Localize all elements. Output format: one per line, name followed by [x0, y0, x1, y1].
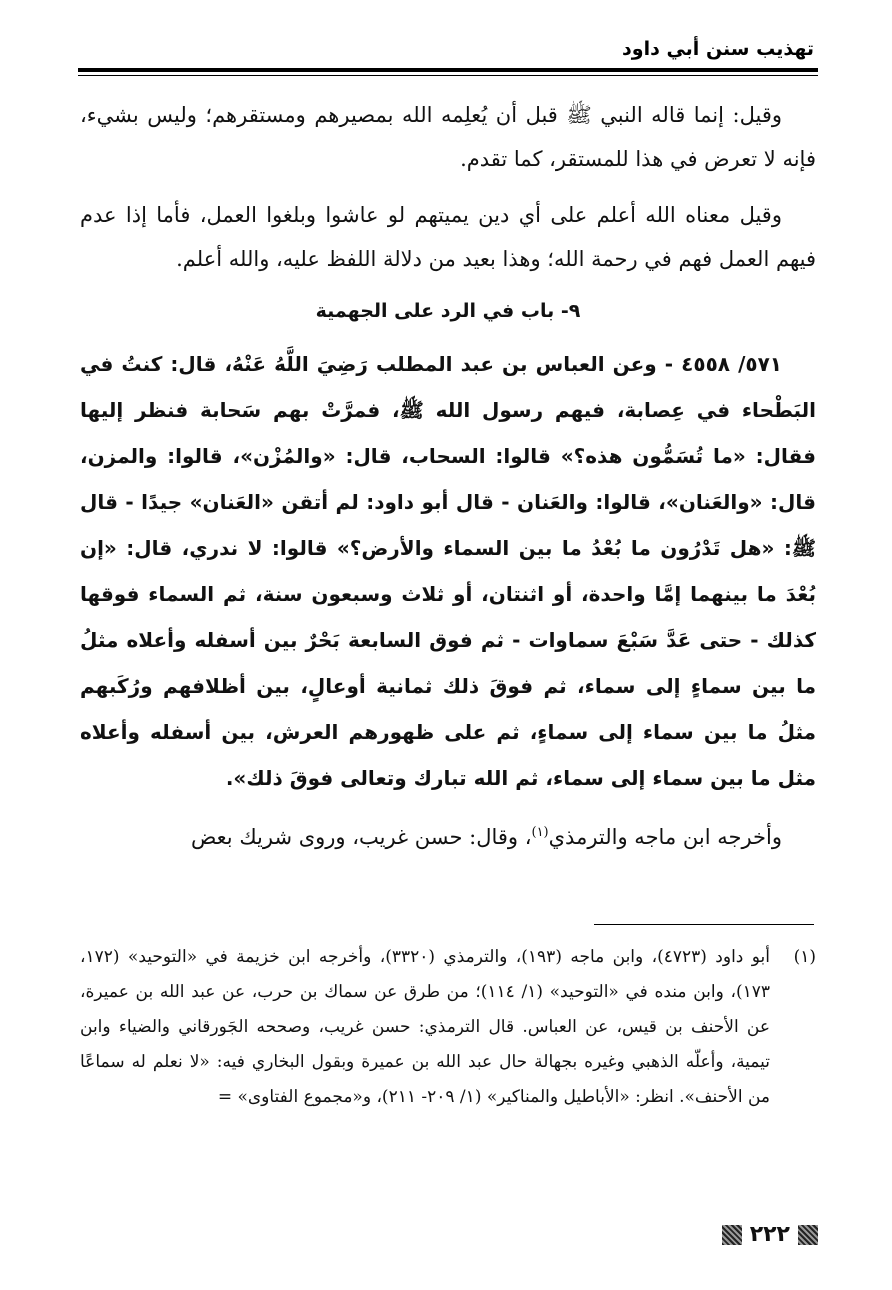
footnote-body: أبو داود (٤٧٢٣)، وابن ماجه (١٩٣)، والترمذي (٣٣٢٠)، وأخرجه ابن خزيمة في «التوحيد» (١٧٢، ١٧٣)، وابن منده في «التوحيد» (١/ ١١٤)؛ من طرق عن سماك بن حرب، عن عبد الله بن عميرة، عن الأحنف بن قيس، عن العباس. قال الترمذي: حسن غريب، وصححه الجَورقاني والضياء وابن تيمية، وأعلّه الذهبي وغيره بجهالة حال عبد الله بن عميرة وبقول البخاري فيه: «لا نعلم له سماعًا من الأحنف». انظر: «الأباطيل والمناكير» (١/ ٢٠٩- ٢١١)، و«مجموع الفتاوى» = [80, 947, 771, 1107]
page-number-block [722, 1222, 818, 1247]
closing-text-after: ، وقال: حسن غريب، وروى شريك بعض [190, 825, 532, 849]
header-rule-thin [78, 75, 818, 76]
closing-paragraph [80, 815, 816, 859]
ornament-icon [798, 1225, 818, 1245]
footnote-reference[interactable]: (١) [531, 825, 549, 840]
chapter-title: ٩- باب في الرد على الجهمية [315, 300, 581, 322]
footnote [80, 940, 816, 1115]
running-header: تهذيب سنن أبي داود [622, 38, 814, 60]
footnote-separator [594, 924, 814, 925]
header-rule-thick [78, 68, 818, 72]
ornament-icon [722, 1225, 742, 1245]
closing-text-before: وأخرجه ابن ماجه والترمذي [548, 825, 782, 849]
paragraph-1: وقيل: إنما قاله النبي ﷺ قبل أن يُعلِمه الله بمصيرهم ومستقرهم؛ وليس بشيء، فإنه لا تعرض في هذا للمستقر، كما تقدم. [80, 103, 816, 171]
footnote-number: (١) [793, 947, 816, 967]
hadith-text: ٥٧١/ ٤٥٥٨ - وعن العباس بن عبد المطلب رَضِيَ اللَّهُ عَنْهُ، قال: كنتُ في البَطْحاء في عِصابة، فيهم رسول الله ﷺ، فمرَّتْ بهم سَحابة فنظر إليها فقال: «ما تُسَمُّون هذه؟» قالوا: السحاب، قال: «والمُزْن»، قالوا: والمزن، قال: «والعَنان»، قالوا: والعَنان - قال أبو داود: لم أتقن «العَنان» جيدًا - قال ﷺ: «هل تَدْرُون ما بُعْدُ ما بين السماء والأرض؟» قالوا: لا ندري، قال: «إن بُعْدَ ما بينهما إمَّا واحدة، أو اثنتان، أو ثلاث وسبعون سنة، ثم السماء فوقها كذلك - حتى عَدَّ سَبْعَ سماوات - ثم فوق السابعة بَحْرٌ بين أسفله وأعلاه مثلُ ما بين سماءٍ إلى سماء، ثم فوقَ ذلك ثمانية أوعالٍ، بين أظلافهم ورُكَبهم مثلُ ما بين سماء إلى سماءٍ، ثم على ظهورهم العرش، بين أسفله وأعلاه مثل ما بين سماء إلى سماء، ثم الله تبارك وتعالى فوقَ ذلك». [80, 352, 816, 790]
main-text [80, 93, 816, 871]
paragraph-2: وقيل معناه الله أعلم على أي دين يميتهم لو عاشوا وبلغوا العمل، فأما إذا عدم فيهم العمل فهم في رحمة الله؛ وهذا بعيد من دلالة اللفظ عليه، والله أعلم. [80, 203, 816, 271]
page-number: ٢٢٢ [749, 1222, 790, 1247]
